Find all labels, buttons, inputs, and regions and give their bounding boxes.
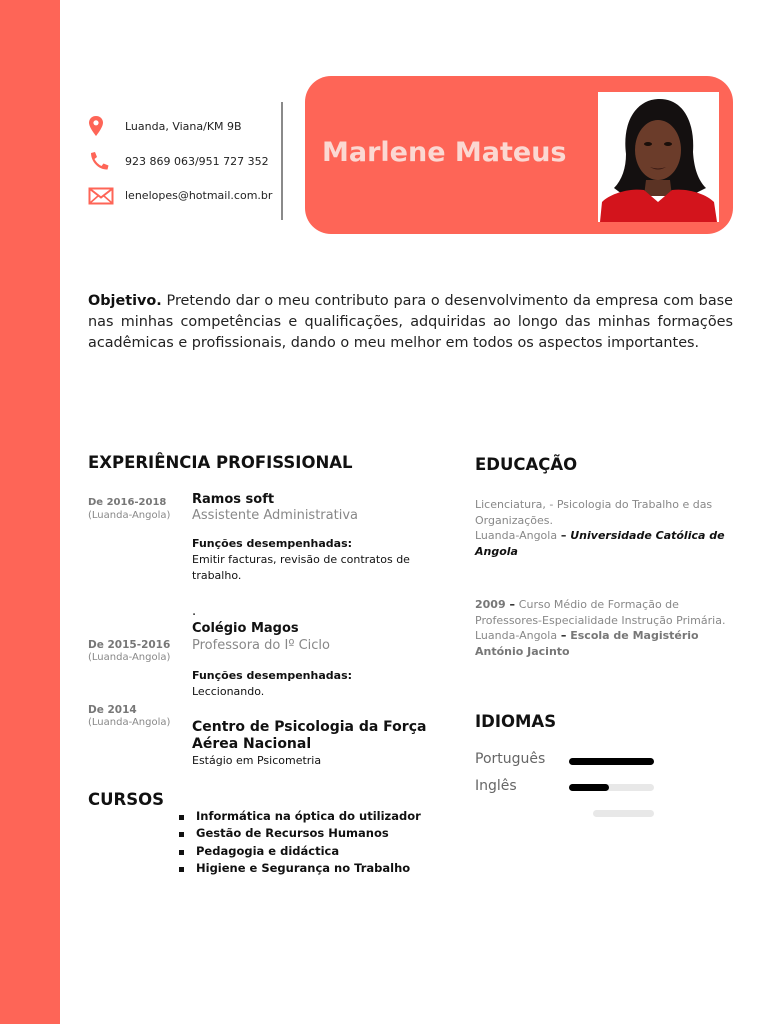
education-2-dash: – (557, 629, 571, 642)
profile-photo (598, 92, 719, 222)
language-bar-extra (593, 810, 654, 817)
education-heading: EDUCAÇÃO (475, 455, 578, 474)
job-2-duties-label: Funções desempenhadas: (192, 669, 353, 682)
job-1-date: De 2016-2018 (88, 497, 167, 508)
education-2-year-dash: – (505, 598, 519, 611)
job-3-location: (Luanda-Angola) (88, 717, 171, 728)
contact-address-row (88, 114, 242, 138)
language-label-english: Inglês (475, 778, 517, 794)
candidate-name: Marlene Mateus (322, 137, 567, 168)
contact-phone-row (88, 149, 269, 173)
education-2-institution-line (475, 628, 737, 659)
education-1-location: Luanda-Angola (475, 529, 558, 542)
job-2-date: De 2015-2016 (88, 639, 171, 651)
language-fill-english (569, 784, 609, 791)
education-1-institution: Universidade Católica de Angola (475, 529, 725, 558)
education-entry-1 (475, 497, 737, 559)
list-item: Gestão de Recursos Humanos (178, 825, 421, 842)
job-1-company: Ramos soft (192, 492, 275, 507)
objective-paragraph (88, 291, 733, 354)
job-1-duties: Emitir facturas, revisão de contratos de trabalho. (192, 553, 410, 582)
education-1-degree: Licenciatura, - Psicologia do Trabalho e das Organizações. (475, 498, 713, 527)
education-2-degree: Curso Médio de Formação de Professores-Especialidade Instrução Primária. (475, 598, 726, 627)
job-2-duties: Leccionando. (192, 685, 265, 698)
education-entry-2 (475, 597, 737, 659)
left-accent-bar (0, 0, 60, 1024)
contact-email[interactable]: lenelopes@hotmail.com.br (125, 189, 273, 202)
courses-heading: CURSOS (88, 790, 165, 809)
job-3-role: Estágio em Psicometria (192, 754, 322, 767)
experience-heading: EXPERIÊNCIA PROFISSIONAL (88, 453, 353, 472)
education-2-degree-line (475, 597, 737, 628)
language-label-portuguese: Português (475, 751, 546, 767)
education-1-dash: – (557, 529, 571, 542)
job-3-date: De 2014 (88, 704, 137, 716)
list-item: Pedagogia e didáctica (178, 843, 421, 860)
job-2-location: (Luanda-Angola) (88, 652, 171, 663)
location-pin-icon (88, 114, 114, 138)
job-3-company-line1: Centro de Psicologia da Força (192, 719, 427, 735)
envelope-icon (88, 184, 114, 208)
objective-text: Pretendo dar o meu contributo para o desenvolvimento da empresa com base nas minhas competências e qualificações, adquiridas ao longo das minhas formações acadêmicas e profissionais, dando o meu melhor em todos os aspectos importantes. (88, 293, 733, 351)
job-2-role: Professora do Iº Ciclo (192, 638, 330, 653)
job-1-location: (Luanda-Angola) (88, 510, 171, 521)
education-1-institution-line (475, 528, 737, 559)
job-2-marker: . (192, 604, 197, 619)
contact-divider (281, 102, 283, 220)
objective-label: Objetivo. (88, 293, 162, 309)
contact-address: Luanda, Viana/KM 9B (125, 120, 242, 133)
job-3-company-line2: Aérea Nacional (192, 736, 312, 752)
contact-email-row (88, 184, 273, 208)
education-2-year: 2009 (475, 598, 506, 611)
name-card (305, 76, 733, 234)
contact-phone: 923 869 063/951 727 352 (125, 155, 269, 168)
language-fill-portuguese (569, 758, 654, 765)
language-bar-english (569, 784, 654, 791)
languages-heading: IDIOMAS (475, 712, 557, 731)
language-bar-portuguese (569, 758, 654, 765)
list-item: Higiene e Segurança no Trabalho (178, 860, 421, 877)
job-1-duties-label: Funções desempenhadas: (192, 537, 353, 550)
courses-list (178, 808, 421, 877)
education-2-location: Luanda-Angola (475, 629, 558, 642)
education-2-institution: Escola de Magistério António Jacinto (475, 629, 699, 658)
job-1-role: Assistente Administrativa (192, 508, 358, 523)
phone-icon (88, 149, 114, 173)
list-item: Informática na óptica do utilizador (178, 808, 421, 825)
job-2-company: Colégio Magos (192, 621, 299, 636)
